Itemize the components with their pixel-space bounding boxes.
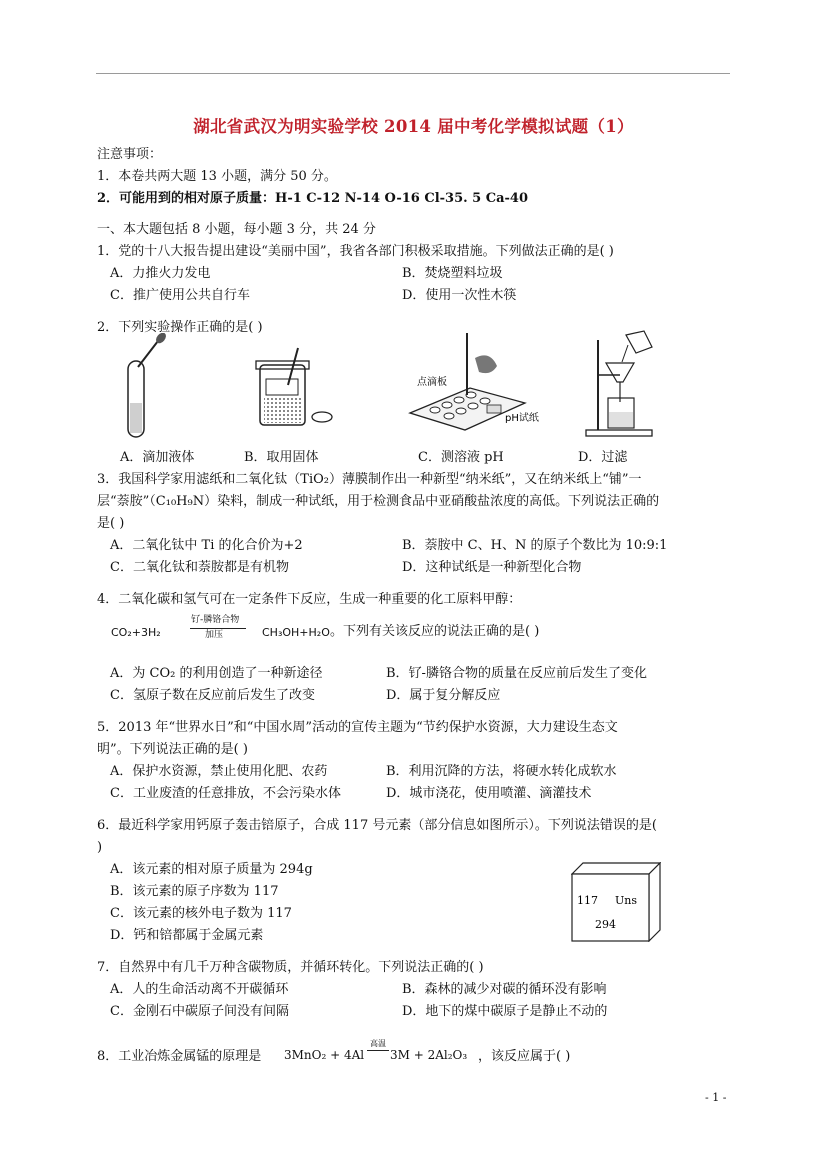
ph-paper-label: pH试纸 [505, 413, 539, 424]
element-symbol: Uns [615, 894, 637, 907]
dropper-test-tube-figure [120, 333, 180, 443]
q1-option-d: D．使用一次性木筷 [402, 288, 517, 303]
page-number: - 1 - [705, 1091, 727, 1104]
spot-plate-figure [405, 333, 545, 433]
q4-stem-tail: 。下列有关该反应的说法正确的是( ) [330, 624, 540, 639]
q3-line-3: 是( ) [97, 516, 125, 531]
q6-option-c: C．该元素的核外电子数为 117 [110, 906, 292, 921]
note-2: 2．可能用到的相对原子质量：H-1 C-12 N-14 O-16 Cl-35. 5 Ca-40 [97, 191, 529, 206]
q2-option-b: B．取用固体 [244, 450, 319, 465]
q5-option-c: C．工业废渣的任意排放，不会污染水体 [110, 786, 341, 801]
q4-option-c: C．氢原子数在反应前后发生了改变 [110, 688, 315, 703]
q3-option-b: B．萘胺中 C、H、N 的原子个数比为 10:9:1 [402, 538, 668, 553]
q8-stem-pre: 8．工业冶炼金属锰的原理是 [97, 1049, 262, 1064]
q4-equation-left: CO₂+3H₂ [111, 626, 161, 639]
q2-stem: 2．下列实验操作正确的是( ) [97, 320, 263, 335]
q8-equation-right: 3M + 2Al₂O₃ [390, 1048, 468, 1062]
q8-equation-left: 3MnO₂ + 4Al [284, 1048, 365, 1062]
q1-option-a: A．力推火力发电 [110, 266, 211, 281]
q7-option-b: B．森林的减少对碳的循环没有影响 [402, 982, 607, 997]
q4-option-a: A．为 CO₂ 的利用创造了一种新途径 [110, 666, 323, 681]
filtration-figure [578, 330, 668, 440]
q8-equation-condition: 高温 [370, 1039, 386, 1048]
section-1-heading: 一、本大题包括 8 小题，每小题 3 分，共 24 分 [97, 222, 376, 237]
q4-equation-right: CH₃OH+H₂O [262, 626, 330, 639]
q5-option-a: A．保护水资源，禁止使用化肥、农药 [110, 764, 328, 779]
atomic-mass: 294 [595, 918, 616, 931]
q5-line-1: 5．2013 年“世界水日”和“中国水周”活动的宣传主题为“节约保护水资源，大力建设生态文 [97, 720, 618, 735]
q2-option-d: D．过滤 [578, 450, 628, 465]
header-rule [96, 73, 730, 74]
q4-stem: 4．二氧化碳和氢气可在一定条件下反应，生成一种重要的化工原料甲醇： [97, 592, 522, 607]
q3-option-d: D．这种试纸是一种新型化合物 [402, 560, 582, 575]
q5-option-d: D．城市浇花，使用喷灌、滴灌技术 [386, 786, 592, 801]
q2-option-c: C．测溶液 pH [418, 450, 504, 465]
q7-option-a: A．人的生命活动离不开碳循环 [110, 982, 289, 997]
q4-option-b: B．钌-膦铬合物的质量在反应前后发生了变化 [386, 666, 647, 681]
reagent-jar-figure [250, 345, 340, 430]
q6-option-a: A．该元素的相对原子质量为 294g [110, 862, 313, 877]
q4-option-d: D．属于复分解反应 [386, 688, 501, 703]
element-info-box [571, 862, 661, 942]
q3-line-2: 层“萘胺”（C₁₀H₉N）染料，制成一种试纸，用于检测食品中亚硝酸盐浓度的高低。下列说法正确的 [97, 494, 660, 509]
q6-option-d: D．钙和锫都属于金属元素 [110, 928, 264, 943]
atomic-number: 117 [577, 894, 598, 907]
q1-option-b: B．焚烧塑料垃圾 [402, 266, 503, 281]
q4-equation-arrow [190, 628, 246, 629]
notes-heading: 注意事项： [97, 147, 163, 162]
q2-option-a: A．滴加液体 [120, 450, 195, 465]
q4-equation-catalyst: 钌-膦铬合物 [191, 615, 240, 625]
q7-option-c: C．金刚石中碳原子间没有间隔 [110, 1004, 289, 1019]
q6-line-1: 6．最近科学家用钙原子轰击锫原子，合成 117 号元素（部分信息如图所示）。下列说法错误的是( [97, 818, 657, 833]
q7-option-d: D．地下的煤中碳原子是静止不动的 [402, 1004, 608, 1019]
q5-line-2: 明”。下列说法正确的是( ) [97, 742, 248, 757]
q6-option-b: B．该元素的原子序数为 117 [110, 884, 279, 899]
spot-plate-label: 点滴板 [417, 377, 447, 388]
q3-line-1: 3．我国科学家用滤纸和二氧化钛（TiO₂）薄膜制作出一种新型“纳米纸”，又在纳米纸上“铺”一 [97, 472, 642, 487]
q1-option-c: C．推广使用公共自行车 [110, 288, 250, 303]
q3-option-c: C．二氧化钛和萘胺都是有机物 [110, 560, 289, 575]
q8-equation-arrow [367, 1050, 389, 1051]
q4-equation-condition: 加压 [205, 630, 224, 640]
page-title: 湖北省武汉为明实验学校 2014 届中考化学模拟试题（1） [193, 117, 634, 136]
q6-line-2: ) [97, 840, 103, 855]
q8-stem-post: ，该反应属于( ) [478, 1049, 571, 1064]
q7-stem: 7．自然界中有几千万种含碳物质，并循环转化。下列说法正确的( ) [97, 960, 484, 975]
note-1: 1．本卷共两大题 13 小题，满分 50 分。 [97, 169, 337, 184]
q5-option-b: B．利用沉降的方法，将硬水转化成软水 [386, 764, 617, 779]
q1-stem: 1．党的十八大报告提出建设“美丽中国”，我省各部门积极采取措施。下列做法正确的是( ) [97, 244, 614, 259]
q3-option-a: A．二氧化钛中 Ti 的化合价为+2 [110, 538, 303, 553]
